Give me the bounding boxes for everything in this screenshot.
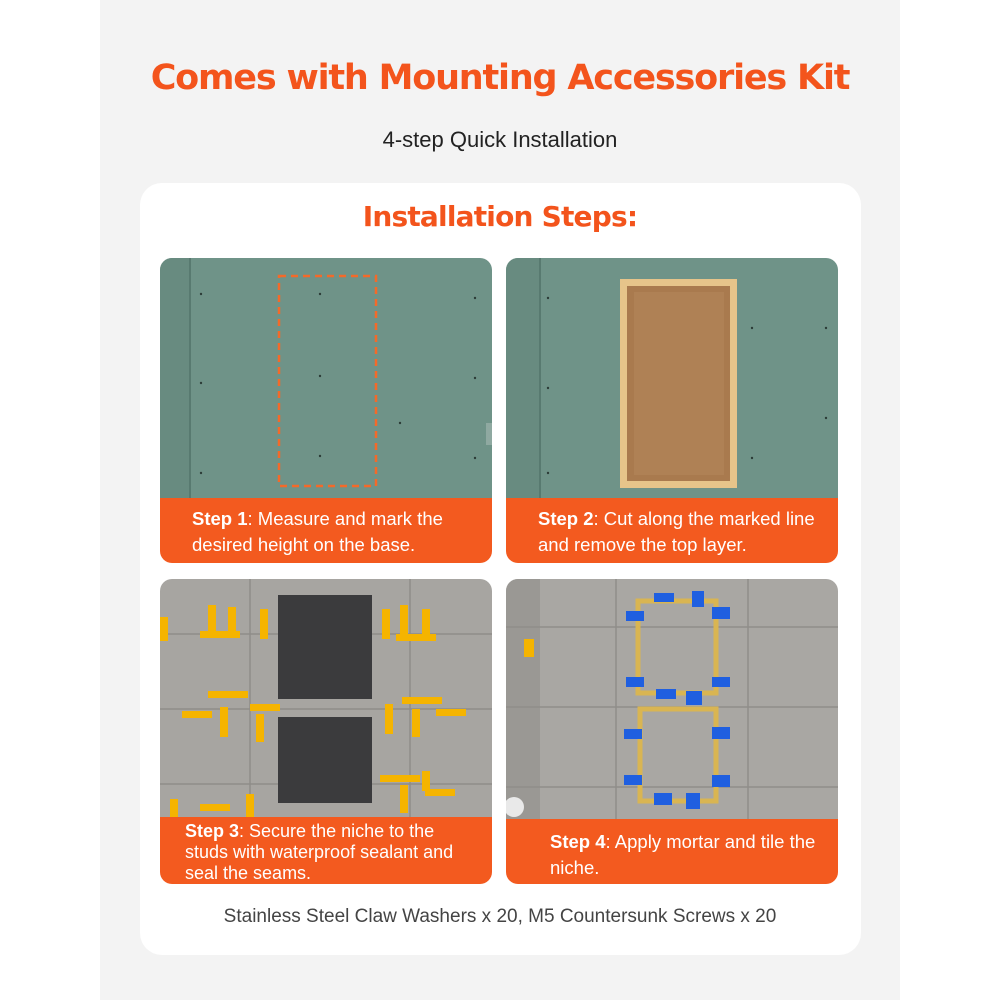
- step-1-caption: [160, 498, 492, 563]
- step-1-panel: [160, 258, 492, 563]
- step-4-label: Step 4: [550, 831, 606, 852]
- step-2-panel: [506, 258, 838, 563]
- step-2-photo: [506, 258, 838, 498]
- step-3-photo: [160, 579, 492, 817]
- step-1-photo: [160, 258, 492, 498]
- step-4-caption: [506, 819, 838, 884]
- step-3-panel: [160, 579, 492, 884]
- step-2-text: : Cut along the marked line and remove the top layer.: [538, 508, 815, 555]
- step-1-label: Step 1: [192, 508, 248, 529]
- step-4-photo: [506, 579, 838, 819]
- installation-steps-title: Installation Steps:: [362, 200, 638, 233]
- accessories-footnote: Stainless Steel Claw Washers x 20, M5 Countersunk Screws x 20: [223, 906, 777, 927]
- step-1-text: : Measure and mark the desired height on the base.: [192, 508, 443, 555]
- step-4-text: : Apply mortar and tile the niche.: [550, 831, 816, 878]
- step-3-text: : Secure the niche to the studs with waterproof sealant and seal the seams.: [185, 821, 454, 883]
- page-title: Comes with Mounting Accessories Kit: [150, 58, 850, 98]
- step-3-label: Step 3: [185, 821, 240, 841]
- page-subtitle: 4-step Quick Installation: [382, 127, 618, 152]
- step-2-caption: [506, 498, 838, 563]
- step-3-caption: [160, 817, 492, 884]
- step-4-panel: [506, 579, 838, 884]
- step-2-label: Step 2: [538, 508, 594, 529]
